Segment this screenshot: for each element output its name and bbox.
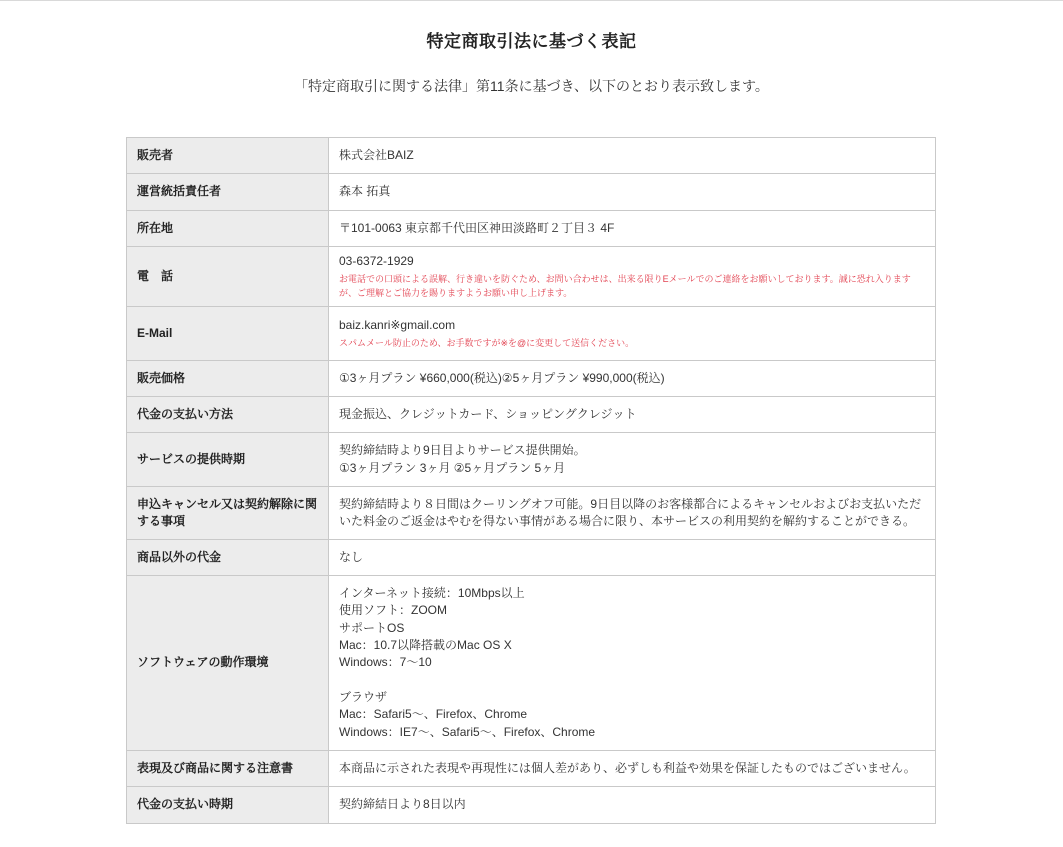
environment-line: Mac：Safari5～、Firefox、Chrome (339, 707, 528, 722)
payment-timing-text: 契約締結日より8日以内 (339, 797, 466, 812)
row-payment-method (127, 397, 936, 433)
row-label-price: 販売価格 (127, 361, 329, 397)
row-value-software-environment (329, 576, 936, 751)
row-price (127, 361, 936, 397)
row-value-price (329, 361, 936, 397)
row-value-seller (329, 138, 936, 174)
page-subtitle: 「特定商取引に関する法律」第11条に基づき、以下のとおり表示致します。 (294, 78, 769, 94)
row-label-email: E-Mail (127, 307, 329, 361)
additional-charges-text: なし (339, 549, 364, 564)
row-label-cancellation: 申込キャンセル又は契約解除に関する事項 (127, 487, 329, 540)
row-label-payment-method: 代金の支払い方法 (127, 397, 329, 433)
disclaimer-text: 本商品に示された表現や再現性には個人差があり、必ずしも利益や効果を保証したものではございません。 (339, 760, 916, 775)
row-value-phone (329, 247, 936, 307)
environment-line: 使用ソフト：ZOOM (339, 603, 447, 618)
row-disclaimer (127, 751, 936, 787)
phone-number: 03-6372-1929 (339, 254, 414, 269)
row-value-email (329, 307, 936, 361)
row-value-additional-charges (329, 540, 936, 576)
service-line: 契約締結時より9日目よりサービス提供開始。 (339, 443, 586, 458)
row-label-phone: 電 話 (127, 247, 329, 307)
row-seller (127, 138, 936, 174)
environment-line: Mac：10.7以降搭載のMac OS X (339, 638, 512, 653)
environment-line: ブラウザ (339, 689, 388, 704)
phone-note: お電話での口頭による誤解、行き違いを防ぐため、お問い合わせは、出来る限りEメールでのご連絡をお願いしております。誠に恐れ入りますが、ご理解とご協力を賜りますようお願い申し上げます。 (339, 273, 911, 298)
row-phone (127, 247, 936, 307)
page-title: 特定商取引法に基づく表記 (426, 32, 637, 51)
row-value-responsible-person (329, 174, 936, 211)
row-email (127, 307, 936, 361)
row-value-disclaimer (329, 751, 936, 787)
row-label-additional-charges: 商品以外の代金 (127, 540, 329, 576)
cancellation-text: 契約締結時より８日間はクーリングオフ可能。9日目以降のお客様都合によるキャンセルおよびお支払いただいた料金のご返金はやむを得ない事情がある場合に限り、本サービスの利用契約を解約することができる。 (339, 496, 922, 528)
row-software-environment (127, 576, 936, 751)
row-label-responsible-person: 運営統括責任者 (127, 174, 329, 211)
row-label-disclaimer: 表現及び商品に関する注意書 (127, 751, 329, 787)
commerce-disclosure-table (126, 137, 936, 824)
environment-line: Windows：IE7～、Safari5～、Firefox、Chrome (339, 724, 596, 739)
row-payment-timing (127, 787, 936, 824)
row-address (127, 211, 936, 247)
payment-method-text: 現金振込、クレジットカード、ショッピングクレジット (339, 406, 637, 421)
row-label-service-period: サービスの提供時期 (127, 433, 329, 487)
seller-name: 株式会社BAIZ (339, 147, 414, 162)
service-line: ①3ヶ月プラン 3ヶ月 ②5ヶ月プラン 5ヶ月 (339, 460, 566, 475)
email-address: baiz.kanri※gmail.com (339, 318, 456, 333)
row-label-seller: 販売者 (127, 138, 329, 174)
row-label-software-environment: ソフトウェアの動作環境 (127, 576, 329, 751)
row-value-cancellation (329, 487, 936, 540)
email-note: スパムメール防止のため、お手数ですが※を@に変更して送信ください。 (339, 337, 635, 348)
address-text: 〒101-0063 東京都千代田区神田淡路町２丁目３ 4F (339, 220, 615, 235)
row-additional-charges (127, 540, 936, 576)
row-value-payment-method (329, 397, 936, 433)
row-value-service-period (329, 433, 936, 487)
responsible-person-name: 森本 拓真 (339, 184, 391, 199)
environment-line: Windows：7～10 (339, 655, 432, 670)
row-label-address: 所在地 (127, 211, 329, 247)
row-value-payment-timing (329, 787, 936, 824)
row-service-period (127, 433, 936, 487)
price-text: ①3ヶ月プラン ¥660,000(税込)②5ヶ月プラン ¥990,000(税込) (339, 370, 665, 385)
row-label-payment-timing: 代金の支払い時期 (127, 787, 329, 824)
environment-line: サポートOS (339, 620, 405, 635)
blank-line-spacer (339, 672, 925, 689)
row-cancellation (127, 487, 936, 540)
row-value-address (329, 211, 936, 247)
row-responsible-person (127, 174, 936, 211)
environment-line: インターネット接続：10Mbps以上 (339, 586, 525, 601)
